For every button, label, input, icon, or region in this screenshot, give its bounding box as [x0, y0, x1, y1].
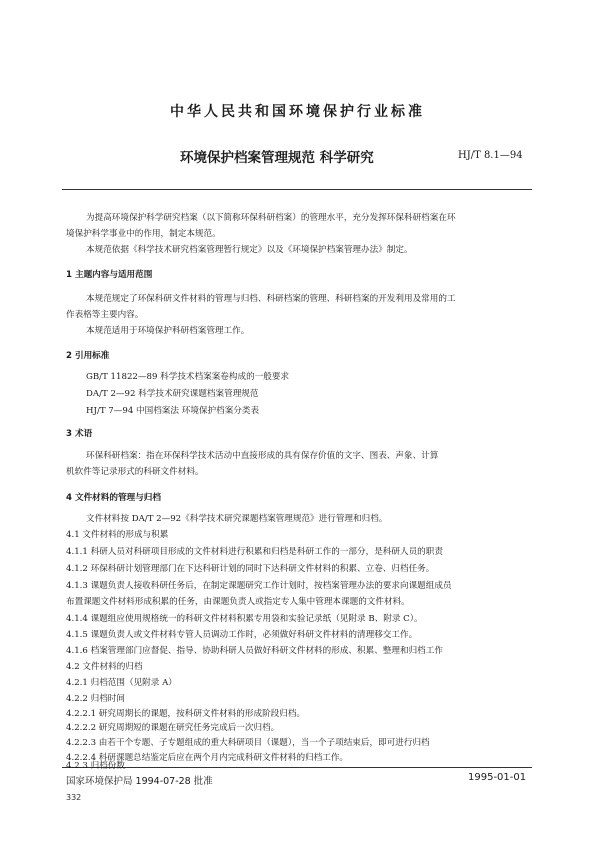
section-1-paragraph-2: 本规范适用于环境保护科研档案管理工作。	[86, 326, 250, 336]
section-4-heading-text: 4 文件材料的管理与归档	[66, 493, 161, 503]
term-definition-line-2: 机软件等记录形式的科研文件材料。	[66, 467, 204, 477]
section-4-intro: 文件材料按 DA/T 2—92《科学技术研究课题档案管理规范》进行管理和归档。	[86, 514, 388, 524]
section-1-heading-text: 1 主题内容与适用范围	[66, 270, 153, 280]
document-title: 环境保护档案管理规范 科学研究	[180, 150, 374, 166]
page-number: 332	[66, 793, 82, 802]
clause-line: 4.1.3 课题负责人接收科研任务后，在制定课题研究工作计划时，按档案管理办法的要求向课题组成员	[66, 581, 452, 591]
clause-line: 4.2.1 归档范围（见附录 A）	[66, 678, 177, 688]
clause-line: 4.1.5 课题负责人或文件材料专管人员调动工作时，必须做好科研文件材料的清理移交工作。	[66, 630, 418, 640]
section-2-heading	[66, 349, 109, 361]
clause-line: 4.2.2 归档时间	[66, 694, 125, 704]
effective-date: 1995-01-01	[468, 772, 527, 783]
section-3-heading-text: 3 术语	[66, 429, 93, 439]
section-2-heading-text: 2 引用标准	[66, 351, 110, 361]
standard-category-title: 中华人民共和国环境保护行业标准	[170, 104, 425, 120]
header-divider	[62, 189, 532, 190]
intro-paragraph-1-line-1: 为提高环境保护科学研究档案（以下简称环保科研档案）的管理水平，充分发挥环保科研档案在环	[86, 213, 456, 223]
reference-item: DA/T 2—92 科学技术研究课题档案管理规范	[86, 389, 259, 399]
clause-line: 4.2.3 归档份数	[66, 761, 125, 771]
clause-line: 4.2 文件材料的归档	[66, 662, 143, 672]
section-1-heading	[66, 268, 152, 280]
section-1-paragraph-1-line-2: 作表格等主要内容。	[66, 310, 144, 320]
clause-line: 4.2.2.1 研究周期长的课题，按科研文件材料的形成阶段归档。	[66, 709, 306, 719]
intro-paragraph-2: 本规范依据《科学技术研究档案管理暂行规定》以及《环境保护档案管理办法》制定。	[86, 245, 413, 255]
footer-divider	[62, 767, 532, 768]
standard-code: HJ/T 8.1—94	[458, 150, 523, 161]
section-1-paragraph-1-line-1: 本规范规定了环保科研文件材料的管理与归档、科研档案的管理、科研档案的开发利用及常用的工	[86, 294, 456, 304]
clause-line: 4.1.6 档案管理部门应督促、指导、协助科研人员做好科研文件材料的形成、积累、整理和归档工作	[66, 646, 443, 656]
clause-line: 4.1 文件材料的形成与积累	[66, 530, 169, 540]
intro-paragraph-1-line-2: 境保护科学事业中的作用，制定本规范。	[66, 229, 221, 239]
reference-item: GB/T 11822—89 科学技术档案案卷构成的一般要求	[86, 372, 290, 382]
clause-line: 4.2.2.4 科研课题总结鉴定后应在两个月内完成科研文件材料的归档工作。	[66, 753, 349, 763]
clause-line: 4.2.2.2 研究周期短的课题在研究任务完成后一次归档。	[66, 723, 280, 733]
clause-line: 4.1.2 环保科研计划管理部门在下达科研计划的同时下达科研文件材料的积累、立卷、归档任务。	[66, 564, 435, 574]
clause-line: 4.1.1 科研人员对科研项目形成的文件材料进行积累和归档是科研工作的一部分，是科研人员的职责	[66, 547, 443, 557]
term-definition-line-1: 环保科研档案：指在环保科学技术活动中直接形成的具有保存价值的文字、图表、声象、计算	[86, 451, 439, 461]
reference-item: HJ/T 7—94 中国档案法 环境保护档案分类表	[86, 406, 260, 416]
clause-line: 4.2.2.3 由若干个专题、子专题组成的重大科研项目（课题），当一个子项结束后，即可进行归档	[66, 738, 430, 748]
section-4-heading	[66, 491, 161, 503]
section-3-heading	[66, 427, 92, 439]
clause-line: 4.1.4 课题组应使用规格统一的科研文件材料积累专用袋和实验记录纸（见附录 B、附录 C）。	[66, 614, 423, 624]
approval-note: 国家环境保护局 1994-07-28 批准	[66, 776, 213, 787]
clause-line: 布置课题文件材料形成积累的任务，由课题负责人或指定专人集中管理本课题的文件材料。	[66, 597, 410, 607]
